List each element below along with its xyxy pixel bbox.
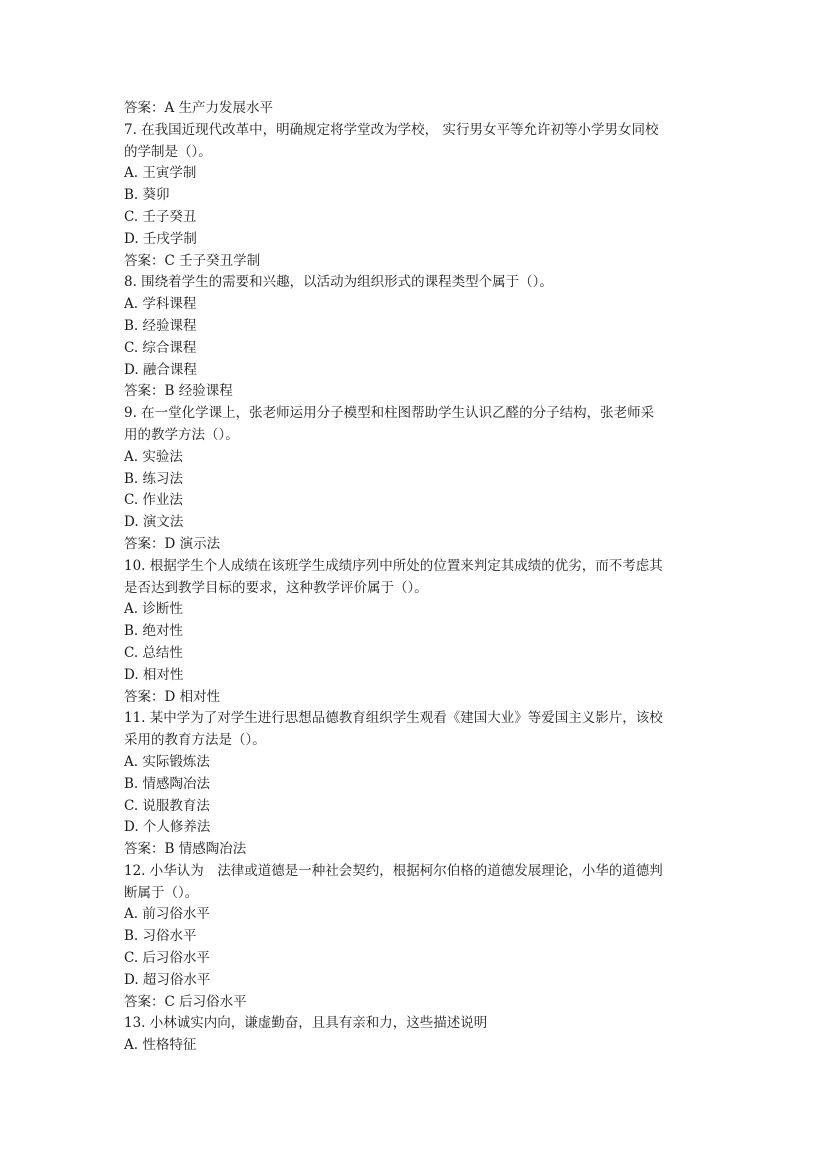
question-11-text: 11. 某中学为了对学生进行思想品德教育组织学生观看《建国大业》等爱国主义影片，该校: [124, 710, 663, 727]
answer-line: 答案：B 情感陶冶法: [124, 841, 247, 858]
question-12-text-cont: 断属于（）。: [124, 884, 199, 901]
option-line: D. 超习俗水平: [124, 971, 211, 988]
question-7-text-cont: 的学制是（）。: [124, 143, 212, 160]
option-line: A. 性格特征: [124, 1037, 197, 1054]
option-line: C. 后习俗水平: [124, 950, 210, 967]
option-line: C. 作业法: [124, 492, 183, 509]
exam-text-body: [124, 98, 709, 1057]
option-line: B. 葵卯: [124, 187, 170, 204]
option-line: B. 习俗水平: [124, 928, 197, 945]
option-line: B. 经验课程: [124, 317, 197, 334]
question-11-text-cont: 采用的教育方法是（）。: [124, 732, 266, 749]
option-line: C. 说服教育法: [124, 797, 210, 814]
question-8-text: 8. 围绕着学生的需要和兴趣，以活动为组织形式的课程类型个属于（）。: [124, 274, 553, 291]
question-12-text: 12. 小华认为 法律或道德是一种社会契约，根据柯尔伯格的道德发展理论，小华的道德判: [124, 862, 663, 879]
option-line: A. 实际锻炼法: [124, 753, 210, 770]
option-line: C. 壬子癸丑: [124, 208, 197, 225]
option-line: C. 总结性: [124, 644, 183, 661]
question-7-text: 7. 在我国近现代改革中，明确规定将学堂改为学校， 实行男女平等允许初等小学男女同校: [124, 121, 659, 138]
question-10-text: 10. 根据学生个人成绩在该班学生成绩序列中所处的位置来判定其成绩的优劣，而不考虑其: [124, 557, 663, 574]
answer-line: 答案：C 后习俗水平: [124, 993, 247, 1010]
answer-line: 答案：A 生产力发展水平: [124, 100, 274, 116]
answer-line: 答案：B 经验课程: [124, 383, 233, 400]
option-line: A. 实验法: [124, 448, 183, 465]
question-13-text: 13. 小林诚实内向，谦虚勤奋，且具有亲和力，这些描述说明: [124, 1015, 488, 1032]
option-line: A. 王寅学制: [124, 165, 197, 182]
option-line: C. 综合课程: [124, 339, 197, 356]
option-line: D. 相对性: [124, 666, 184, 683]
question-9-text: 9. 在一堂化学课上，张老师运用分子模型和柱图帮助学生认识乙醛的分子结构，张老师采: [124, 405, 655, 422]
option-line: D. 个人修养法: [124, 819, 211, 836]
option-line: A. 前习俗水平: [124, 906, 210, 923]
option-line: B. 练习法: [124, 470, 184, 487]
option-line: D. 演文法: [124, 514, 184, 531]
question-9-text-cont: 用的教学方法（）。: [124, 426, 239, 443]
option-line: D. 融合课程: [124, 361, 197, 378]
option-line: B. 情感陶冶法: [124, 775, 211, 792]
option-line: D. 壬戌学制: [124, 230, 197, 247]
option-line: B. 绝对性: [124, 623, 184, 640]
question-10-text-cont: 是否达到教学目标的要求，这种教学评价属于（）。: [124, 579, 428, 596]
option-line: A. 诊断性: [124, 601, 183, 618]
option-line: A. 学科课程: [124, 296, 197, 313]
answer-line: 答案：D 演示法: [124, 535, 221, 552]
answer-line: 答案：D 相对性: [124, 688, 221, 705]
answer-line: 答案：C 壬子癸丑学制: [124, 252, 261, 269]
